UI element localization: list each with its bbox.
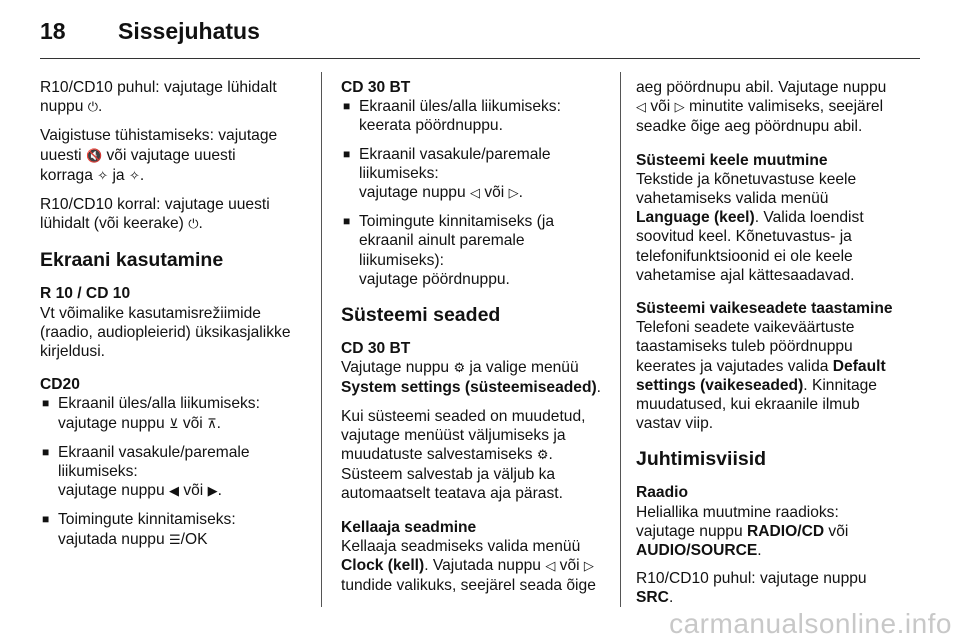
- column-divider-2: [620, 72, 621, 607]
- column-2: [341, 78, 611, 604]
- paragraph: Kellaaja seadmiseks valida menüü Clock (kell). Vajutada nuppu ◁ või ▷ tundide valikuks, seejärel seada õige: [341, 537, 596, 595]
- subheading: R 10 / CD 10: [40, 285, 131, 303]
- list-item: ■ Ekraanil vasakule/paremale liikumiseks: vajutage nuppu ◁ või ▷.: [341, 145, 611, 204]
- left-triangle-icon: ◀: [168, 484, 179, 500]
- subheading: CD 30 BT: [341, 79, 411, 96]
- settings-icon: ⚙: [536, 448, 549, 464]
- list-item: ■ Toimingute kinnitamiseks (ja ekraanil ainult paremale liikumiseks): vajutage pöördnuppu.: [341, 212, 611, 289]
- subheading: Kellaaja seadmine: [341, 518, 477, 536]
- paragraph: Vajutage nuppu ⚙ ja valige menüü System settings (süsteemiseaded).: [341, 359, 602, 397]
- header-divider: [40, 58, 920, 59]
- mute-icon: 🔇: [85, 148, 103, 164]
- right-arrow-icon: ▷: [674, 100, 685, 116]
- paragraph: Heliallika muutmine raadioks: vajutage nuppu RADIO/CD või AUDIO/SOURCE.: [636, 503, 849, 560]
- list-item: ■ Ekraanil vasakule/paremale liikumiseks: vajutage nuppu ◀ või ▶.: [40, 443, 318, 502]
- paragraph: Kui süsteemi seaded on muudetud, vajutage menüüst väljumiseks ja muudatuste salvestamiseks ⚙. Süsteem salvestab ja väljub ka automaatselt teatava aja pärast.: [341, 407, 586, 503]
- power-icon: ⏻: [188, 217, 199, 233]
- menu-icon: ☰: [168, 532, 181, 548]
- power-icon: ⏻: [87, 100, 98, 116]
- column-3: [636, 78, 926, 617]
- arrow-up-icon: ⊼: [207, 416, 217, 432]
- volume-up-icon: ✧: [97, 168, 109, 184]
- subheading: CD20: [40, 376, 80, 394]
- subheading: Süsteemi keele muutmine: [636, 151, 828, 169]
- left-arrow-icon: ◁: [636, 100, 646, 116]
- subheading: Süsteemi vaikeseadete taastamine: [636, 300, 893, 318]
- page-number: 18: [40, 18, 66, 44]
- subheading: CD 30 BT: [341, 340, 411, 358]
- paragraph: R10/CD10 korral: vajutage uuesti lühidalt (või keerake) ⏻.: [40, 196, 270, 233]
- right-arrow-icon: ▷: [583, 559, 594, 575]
- arrow-down-icon: ⊻: [168, 416, 179, 432]
- left-arrow-icon: ◁: [469, 186, 480, 202]
- page-header: [0, 0, 960, 60]
- paragraph: R10/CD10 puhul: vajutage nuppu SRC.: [636, 570, 867, 607]
- list-item: ■ Toimingute kinnitamiseks: vajutada nuppu ☰/OK: [40, 510, 318, 549]
- volume-down-icon: ✧: [128, 168, 140, 184]
- paragraph: Telefoni seadete vaikeväärtuste taastamiseks tuleb pöördnuppu keerates ja vajutades valida Default settings (vaikeseaded). Kinnitage muudatused, kui ekraanile ilmub vastav viip.: [636, 319, 886, 433]
- column-divider-1: [321, 72, 322, 607]
- section-heading: Süsteemi seaded: [341, 304, 501, 327]
- right-triangle-icon: ▶: [207, 484, 218, 500]
- page-title: Sissejuhatus: [118, 18, 260, 44]
- watermark: carmanualsonline.info: [669, 608, 952, 639]
- paragraph: aeg pöördnupu abil. Vajutage nuppu ◁ või ▷ minutite valimiseks, seejärel seadke õige aeg pöördnupu abil.: [636, 79, 887, 136]
- bullet-list: [341, 97, 611, 289]
- paragraph: Tekstide ja kõnetuvastuse keele vahetamiseks valida menüü Language (keel). Valida loendist soovitud keel. Kõnetuvastus- ja telefonifunktsioonid ei ole keele vahetamise ajal kättesaadavad.: [636, 170, 864, 284]
- paragraph: Vaigistuse tühistamiseks: vajutage uuesti 🔇 või vajutage uuesti korraga ✧ ja ✧.: [40, 127, 278, 184]
- list-item: ■ Ekraanil üles/alla liikumiseks: keerata pöördnuppu.: [341, 97, 611, 135]
- subheading: Raadio: [636, 484, 688, 502]
- left-arrow-icon: ◁: [545, 559, 556, 575]
- paragraph: R10/CD10 puhul: vajutage lühidalt nuppu ⏻.: [40, 79, 277, 116]
- bullet-list: [40, 394, 318, 549]
- list-item: ■ Ekraanil üles/alla liikumiseks: vajutage nuppu ⊻ või ⊼.: [40, 394, 318, 433]
- section-heading: Ekraani kasutamine: [40, 249, 224, 272]
- paragraph: Vt võimalike kasutamisrežiimide (raadio, audiopleierid) üksikasjalikke kirjeldusi.: [40, 304, 291, 361]
- column-1: [40, 78, 318, 559]
- right-arrow-icon: ▷: [508, 186, 519, 202]
- settings-icon: ⚙: [453, 361, 466, 377]
- section-heading: Juhtimisviisid: [636, 448, 767, 471]
